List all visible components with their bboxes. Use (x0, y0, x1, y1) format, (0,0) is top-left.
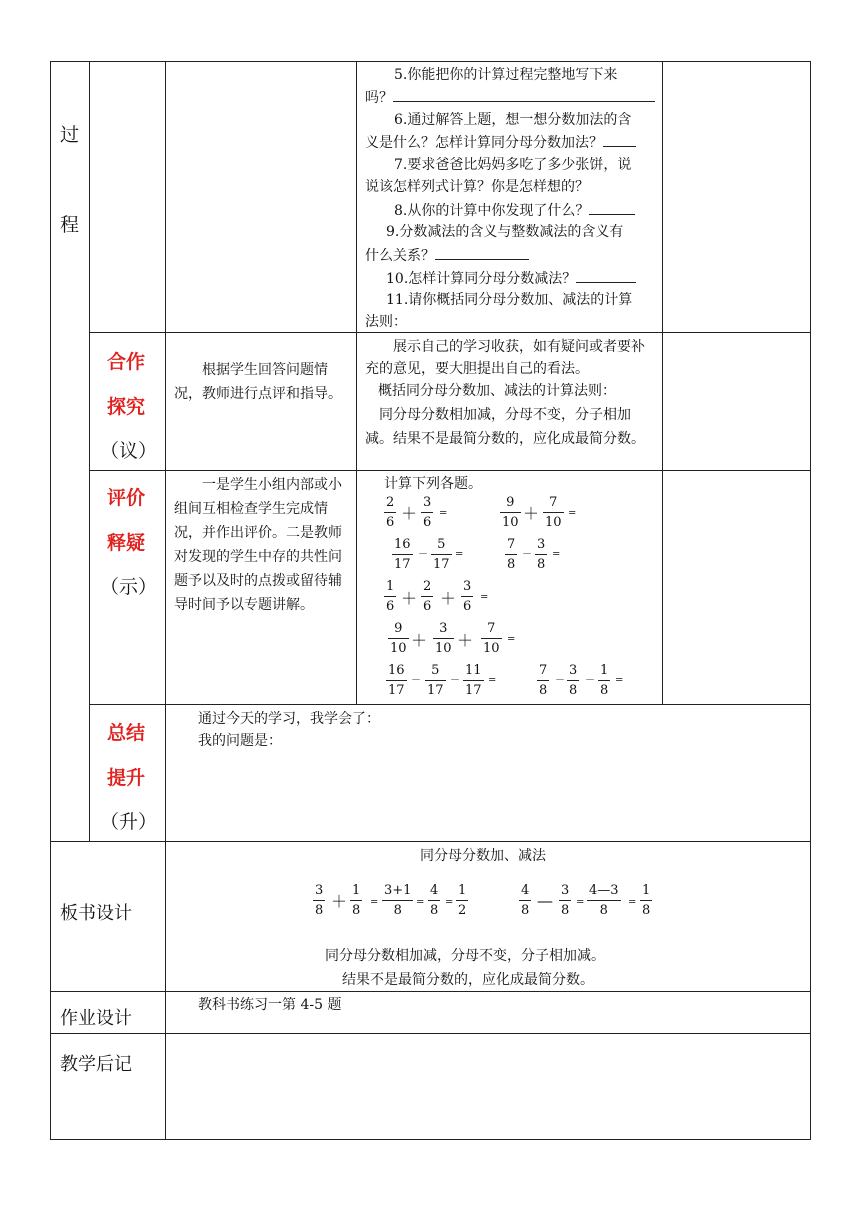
cooperate-label-2: 探究 (107, 396, 146, 418)
minus-sign: － (585, 675, 595, 686)
fraction: 7 10 (545, 495, 562, 530)
board-label: 板书设计 (60, 903, 132, 924)
divider-col4 (662, 61, 663, 704)
fraction: 3 6 (463, 579, 472, 614)
fraction: 1 8 (642, 883, 651, 918)
cooperate-label-3: （议） (100, 440, 158, 462)
row-divider-2 (89, 470, 811, 471)
minus-sign: — (537, 891, 553, 910)
minus-sign: － (522, 549, 532, 560)
q6-line2: 义是什么？怎样计算同分母分数加法？ (365, 131, 636, 154)
fraction: 9 10 (502, 495, 519, 530)
row-divider-4 (50, 841, 811, 842)
fraction: 9 10 (390, 621, 407, 656)
process-label-1: 过 (60, 124, 80, 146)
fraction: 4 8 (430, 883, 439, 918)
fraction: 2 6 (386, 495, 395, 530)
fraction: 1 2 (458, 883, 467, 918)
row-divider-5 (50, 991, 811, 992)
q10-line: 10.怎样计算同分母分数减法？ (386, 267, 636, 290)
fraction: 7 8 (539, 663, 548, 698)
equals-sign: = (628, 897, 637, 908)
row-divider-3 (89, 704, 811, 705)
q9-line2: 什么关系？ (365, 244, 529, 267)
reflection-label: 教学后记 (60, 1054, 132, 1075)
cooperate-student-1: 展示自己的学习收获，如有疑问或者要补充的意见，要大胆提出自己的看法。 (365, 339, 645, 377)
fraction: 3 8 (537, 537, 546, 572)
q9-blank (435, 244, 529, 260)
equals-sign: = (480, 592, 489, 603)
fraction: 4—3 8 (589, 883, 619, 918)
divider-col3 (356, 61, 357, 704)
border-left (50, 61, 51, 1140)
minus-sign: － (411, 675, 421, 686)
q5-blank (393, 86, 655, 102)
equals-sign: = (370, 897, 379, 908)
plus-sign: ＋ (401, 589, 418, 608)
evaluate-label-1: 评价 (107, 487, 146, 509)
equals-sign: = (439, 508, 448, 519)
evaluate-label-2: 释疑 (107, 532, 146, 554)
fraction: 1 6 (386, 579, 395, 614)
board-rule-1: 同分母分数相加减，分母不变，分子相加减。 (325, 948, 605, 964)
fraction: 3 10 (435, 621, 452, 656)
row-divider-6 (50, 1033, 811, 1034)
equals-sign: = (445, 897, 454, 908)
fraction: 4 8 (521, 883, 530, 918)
plus-sign: ＋ (411, 631, 428, 650)
cooperate-teacher: 根据学生回答问题情况，教师进行点评和指导。 (174, 362, 342, 402)
summary-learned: 通过今天的学习，我学会了： (198, 711, 380, 727)
q5-line2: 吗？ (365, 86, 655, 109)
q8-blank (589, 199, 635, 215)
homework-content: 教科书练习一第 4-5 题 (198, 997, 342, 1013)
process-label-2: 程 (60, 214, 80, 236)
q7-line1: 7.要求爸爸比妈妈多吃了多少张饼，说 (394, 157, 632, 173)
fraction: 5 17 (427, 663, 444, 698)
fraction: 16 17 (388, 663, 405, 698)
plus-sign: ＋ (523, 504, 540, 523)
evaluate-label-3: （示） (100, 576, 158, 598)
border-right (810, 61, 811, 1140)
cooperate-student-3: 同分母分数相加减，分母不变，分子相加减。结果不是最简分数的，应化成最简分数。 (365, 407, 645, 447)
homework-label: 作业设计 (60, 1008, 132, 1029)
fraction: 3 8 (315, 883, 324, 918)
q6-line1: 6.通过解答上题，想一想分数加法的含 (394, 112, 632, 128)
divider-col2 (165, 61, 166, 1140)
divider-col1 (89, 61, 90, 841)
equals-sign: = (552, 549, 561, 560)
q10-blank (576, 267, 636, 283)
minus-sign: － (450, 675, 460, 686)
evaluate-teacher: 一是学生小组内部或小组间互相检查学生完成情况，并作出评价。二是教师对发现的学生中存的共性问题予以及时的点拨或留待辅导时间予以专题讲解。 (174, 477, 342, 613)
fraction: 3 6 (423, 495, 432, 530)
fraction: 7 10 (483, 621, 500, 656)
fraction: 1 8 (600, 663, 609, 698)
board-rule-2: 结果不是最简分数的，应化成最简分数。 (342, 972, 594, 988)
summary-question: 我的问题是： (198, 733, 282, 749)
cooperate-student-2: 概括同分母分数加、减法的计算法则： (378, 383, 616, 399)
plus-sign: ＋ (401, 504, 418, 523)
fraction: 2 6 (423, 579, 432, 614)
equals-sign: = (488, 675, 497, 686)
q9-line1: 9.分数减法的含义与整数减法的含义有 (386, 224, 624, 240)
q11-line2: 法则： (365, 314, 407, 330)
plus-sign: ＋ (457, 631, 474, 650)
equals-sign: = (615, 675, 624, 686)
fraction: 3+1 8 (384, 883, 412, 918)
q6-blank (603, 131, 636, 147)
fraction: 7 8 (507, 537, 516, 572)
q8-line: 8.从你的计算中你发现了什么？ (394, 199, 635, 222)
fraction: 1 8 (352, 883, 361, 918)
equals-sign: = (416, 897, 425, 908)
exercise-title: 计算下列各题。 (384, 476, 482, 492)
plus-sign: ＋ (440, 589, 457, 608)
q7-line2: 说该怎样列式计算？你是怎样想的？ (365, 179, 589, 195)
fraction: 11 17 (465, 663, 482, 698)
minus-sign: － (418, 549, 428, 560)
fraction: 16 17 (394, 537, 411, 572)
equals-sign: = (455, 549, 464, 560)
equals-sign: = (507, 634, 516, 645)
fraction: 3 8 (569, 663, 578, 698)
equals-sign: = (568, 508, 577, 519)
fraction: 5 17 (433, 537, 450, 572)
q11-line1: 11.请你概括同分母分数加、减法的计算 (386, 292, 633, 308)
equals-sign: = (576, 897, 585, 908)
summary-label-2: 提升 (107, 767, 146, 789)
cooperate-label-1: 合作 (107, 351, 146, 373)
summary-label-3: （升） (100, 811, 158, 833)
fraction: 3 8 (561, 883, 570, 918)
minus-sign: － (555, 675, 565, 686)
plus-sign: ＋ (331, 892, 348, 911)
q5-line1: 5.你能把你的计算过程完整地写下来 (394, 67, 618, 83)
row-divider-1 (89, 332, 811, 333)
summary-label-1: 总结 (107, 722, 146, 744)
board-title: 同分母分数加、减法 (420, 848, 546, 864)
